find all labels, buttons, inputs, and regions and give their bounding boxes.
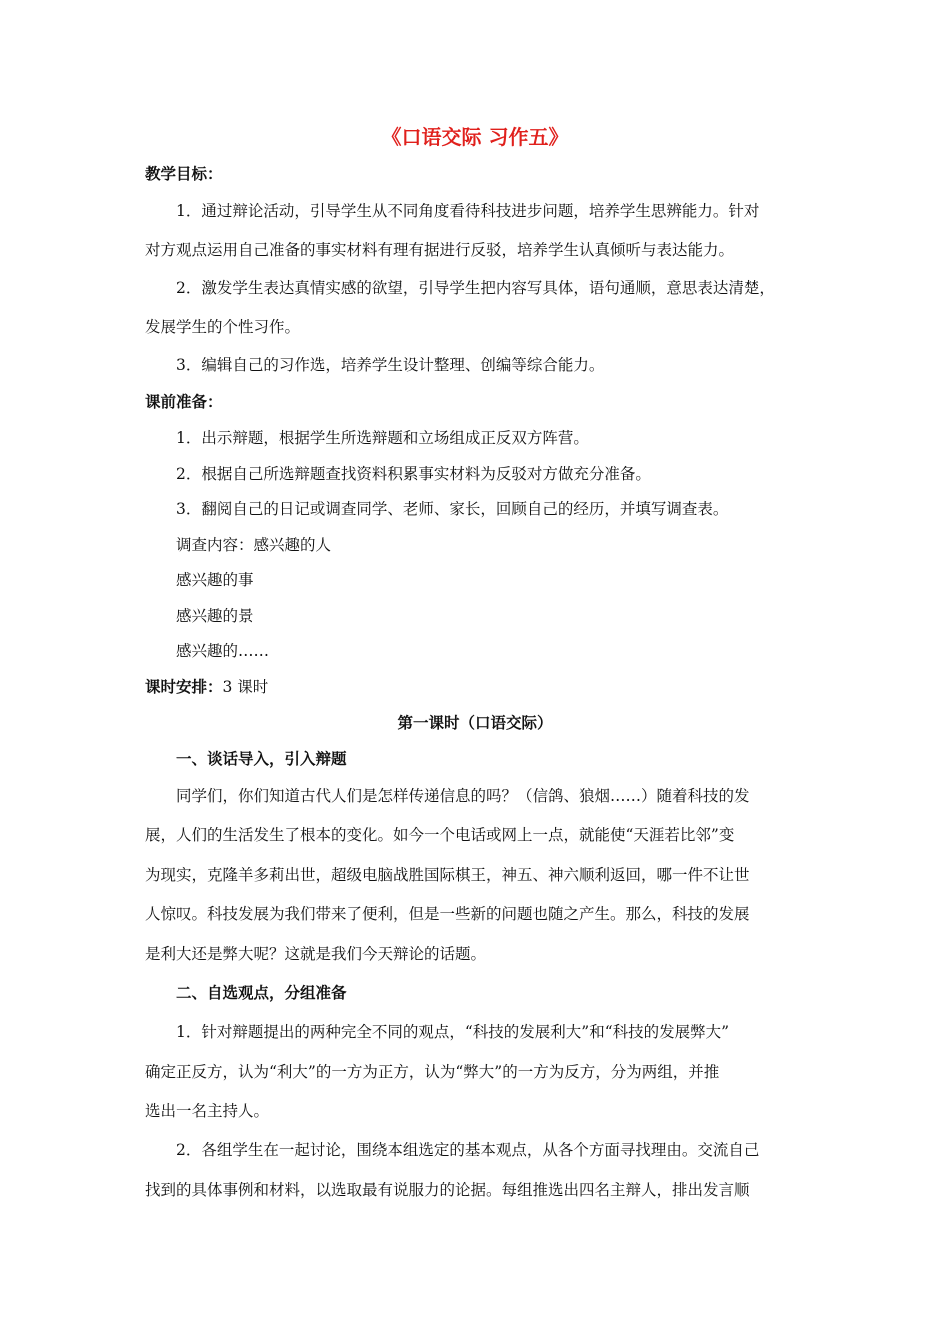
schedule-line: [145, 677, 268, 697]
schedule-label: 课时安排：: [145, 677, 223, 696]
section1-line-4: 人惊叹。科技发展为我们带来了便利，但是一些新的问题也随之产生。那么，科技的发展: [145, 905, 750, 923]
preparation-3: 3．翻阅自己的日记或调查同学、老师、家长，回顾自己的经历，并填写调查表。: [176, 500, 729, 518]
objective-3: 3．编辑自己的习作选，培养学生设计整理、创编等综合能力。: [176, 356, 605, 374]
objective-1-line-2: 对方观点运用自己准备的事实材料有理有据进行反驳，培养学生认真倾听与表达能力。: [145, 241, 735, 259]
section2-heading: 二、自选观点，分组准备: [176, 983, 347, 1002]
survey-line-3: 感兴趣的景: [176, 607, 254, 625]
document-title: 《口语交际 习作五》: [381, 125, 569, 149]
objective-1-line-1: 1．通过辩论活动，引导学生从不同角度看待科技进步问题，培养学生思辨能力。针对: [176, 202, 760, 220]
preparation-heading: 课前准备：: [145, 392, 223, 411]
survey-line-1: 调查内容：感兴趣的人: [176, 536, 332, 554]
section1-line-3: 为现实，克隆羊多莉出世，超级电脑战胜国际棋王，神五、神六顺利返回，哪一件不让世: [145, 866, 750, 884]
schedule-value: 3 课时: [222, 678, 269, 696]
preparation-1: 1．出示辩题，根据学生所选辩题和立场组成正反双方阵营。: [176, 429, 589, 447]
section2-item1-line-1: 1．针对辩题提出的两种完全不同的观点，“科技的发展利大”和“科技的发展弊大”: [176, 1023, 730, 1041]
section2-item2-line-2: 找到的具体事例和材料，以选取最有说服力的论据。每组推选出四名主辩人，排出发言顺: [145, 1181, 750, 1199]
preparation-2: 2．根据自己所选辩题查找资料积累事实材料为反驳对方做充分准备。: [176, 465, 651, 483]
section1-line-1: 同学们，你们知道古代人们是怎样传递信息的吗？（信鸽、狼烟……）随着科技的发: [176, 787, 750, 805]
section1-heading: 一、谈话导入，引入辩题: [176, 749, 347, 768]
section2-item2-line-1: 2．各组学生在一起讨论，围绕本组选定的基本观点，从各个方面寻找理由。交流自己: [176, 1141, 760, 1159]
section1-line-2: 展，人们的生活发生了根本的变化。如今一个电话或网上一点，就能使“天涯若比邻”变: [145, 826, 735, 844]
survey-line-2: 感兴趣的事: [176, 571, 254, 589]
section2-item1-line-2: 确定正反方，认为“利大”的一方为正方，认为“弊大”的一方为反方，分为两组，并推: [145, 1063, 720, 1081]
survey-line-4: 感兴趣的……: [176, 642, 270, 660]
objective-2-line-1: 2．激发学生表达真情实感的欲望，引导学生把内容写具体，语句通顺，意思表达清楚，: [176, 279, 775, 297]
lesson1-heading: 第一课时（口语交际）: [397, 713, 553, 732]
objectives-heading: 教学目标：: [145, 164, 223, 183]
section1-line-5: 是利大还是弊大呢？这就是我们今天辩论的话题。: [145, 945, 487, 963]
objective-2-line-2: 发展学生的个性习作。: [145, 318, 301, 336]
section2-item1-line-3: 选出一名主持人。: [145, 1102, 270, 1120]
